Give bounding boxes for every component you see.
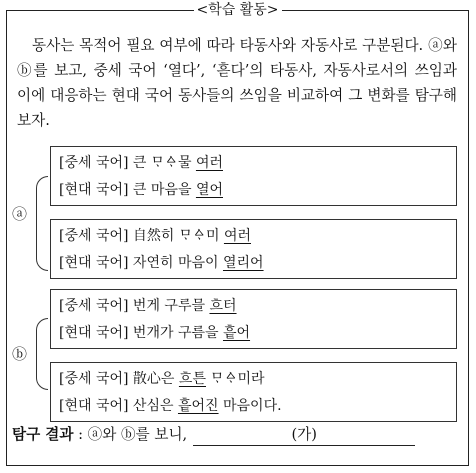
answer-blank: (가) xyxy=(193,425,415,446)
intro-paragraph xyxy=(17,33,457,133)
target-verb: 흐튼 xyxy=(178,371,206,387)
example-box-b1 xyxy=(50,289,457,349)
group-b-marker: ⓑ xyxy=(12,345,28,363)
group-a-bracket xyxy=(36,176,48,271)
target-verb: 여러 xyxy=(195,155,223,171)
target-verb: 흩어 xyxy=(222,325,251,341)
result-text: : ⓐ와 ⓑ를 보니, xyxy=(73,426,188,443)
middle-korean-line: [중세 국어] 自然히 ᄆᆞᅀᆞ미 여러 xyxy=(59,228,251,244)
target-verb: 여러 xyxy=(223,228,251,244)
result-label: 탐구 결과 xyxy=(12,426,74,443)
target-verb: 열리어 xyxy=(222,255,264,271)
intro-text: 동사는 목적어 필요 여부에 따라 타동사와 자동사로 구분된다. ⓐ와 ⓑ를 보고, 중세 국어 ‘열다’, ‘흗다’의 타동사, 자동사로서의 쓰임과 이에 대응하는 현대 국어 동사들의 쓰임을 비교하여 그 변화를 탐구해 보자. xyxy=(17,37,457,129)
middle-korean-line: [중세 국어] 번게 구루믈 흐터 xyxy=(59,298,237,314)
target-verb: 흐터 xyxy=(209,298,237,314)
middle-korean-line: [중세 국어] 큰 ᄆᆞᅀᆞ물 여러 xyxy=(59,155,223,171)
example-box-a1 xyxy=(50,146,457,206)
group-a-marker: ⓐ xyxy=(12,205,28,223)
example-box-b2 xyxy=(50,362,457,422)
modern-korean-line: [현대 국어] 자연히 마음이 열리어 xyxy=(59,255,264,271)
activity-title: <학습 활동> xyxy=(193,1,281,19)
middle-korean-line: [중세 국어] 散心은 흐튼 ᄆᆞᅀᆞ미라 xyxy=(59,371,265,387)
modern-korean-line: [현대 국어] 산심은 흩어진 마음이다. xyxy=(59,398,282,414)
target-verb: 흩어진 xyxy=(177,398,219,414)
example-box-a2 xyxy=(50,219,457,279)
target-verb: 열어 xyxy=(195,182,223,198)
group-b-bracket xyxy=(36,318,48,390)
modern-korean-line: [현대 국어] 큰 마음을 열어 xyxy=(59,182,223,198)
inquiry-result xyxy=(12,425,415,446)
modern-korean-line: [현대 국어] 번개가 구름을 흩어 xyxy=(59,325,251,341)
